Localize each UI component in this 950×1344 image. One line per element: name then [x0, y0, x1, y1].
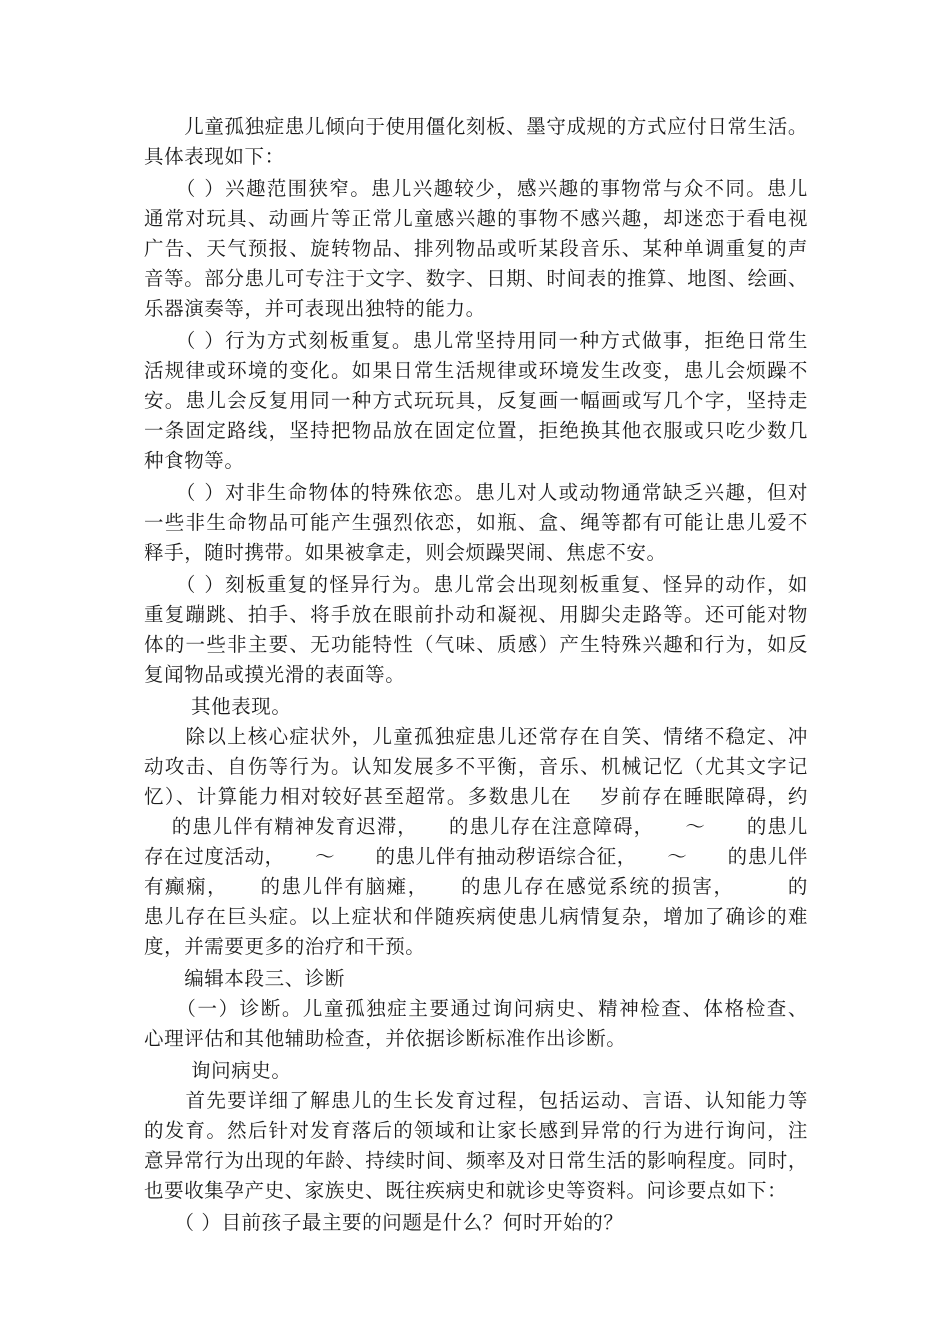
text-line: 首先要详细了解患儿的生长发育过程，包括运动、言语、认知能力等 — [144, 1089, 808, 1112]
text-line: 释手，随时携带。如果被拿走，则会烦躁哭闹、焦虑不安。 — [144, 541, 667, 564]
text-line: 通常对玩具、动画片等正常儿童感兴趣的事物不感兴趣，却迷恋于看电视 — [144, 207, 808, 230]
text-line: 存在过度活动， ～ 的患儿伴有抽动秽语综合征， ～ 的患儿伴 — [144, 845, 808, 868]
section-heading: 编辑本段三、诊断 — [144, 967, 346, 990]
text-line: 有癫痫， 的患儿伴有脑瘫， 的患儿存在感觉系统的损害， 的 — [144, 875, 808, 898]
text-line: 度，并需要更多的治疗和干预。 — [144, 935, 426, 958]
text-line: 儿童孤独症患儿倾向于使用僵化刻板、墨守成规的方式应付日常生活。 — [144, 115, 808, 138]
text-line: 一些非生命物品可能产生强烈依恋，如瓶、盒、绳等都有可能让患儿爱不 — [144, 511, 808, 534]
text-line: 种食物等。 — [144, 449, 245, 472]
text-line: 动攻击、自伤等行为。认知发展多不平衡，音乐、机械记忆（尤其文字记 — [144, 755, 808, 778]
text-line: 的患儿伴有精神发育迟滞， 的患儿存在注意障碍， ～ 的患儿 — [144, 815, 808, 838]
text-line: （ ）目前孩子最主要的问题是什么？何时开始的？ — [144, 1211, 624, 1234]
text-line: （ ）行为方式刻板重复。患儿常坚持用同一种方式做事，拒绝日常生 — [144, 329, 808, 352]
text-line: 音等。部分患儿可专注于文字、数字、日期、时间表的推算、地图、绘画、 — [144, 267, 808, 290]
text-line: 活规律或环境的变化。如果日常生活规律或环境发生改变，患儿会烦躁不 — [144, 359, 808, 382]
text-line: （ ）兴趣范围狭窄。患儿兴趣较少，感兴趣的事物常与众不同。患儿 — [144, 177, 808, 200]
text-line: 重复蹦跳、拍手、将手放在眼前扑动和凝视、用脚尖走路等。还可能对物 — [144, 603, 808, 626]
text-line: 除以上核心症状外，儿童孤独症患儿还常存在自笑、情绪不稳定、冲 — [144, 725, 808, 748]
text-line: 一条固定路线，坚持把物品放在固定位置，拒绝换其他衣服或只吃少数几 — [144, 419, 808, 442]
text-line: 具体表现如下： — [144, 145, 285, 168]
text-line: 体的一些非主要、无功能特性（气味、质感）产生特殊兴趣和行为，如反 — [144, 633, 808, 656]
text-line: 询问病史。 — [144, 1059, 292, 1082]
text-line: 意异常行为出现的年龄、持续时间、频率及对日常生活的影响程度。同时， — [144, 1149, 808, 1172]
text-line: （ ）刻板重复的怪异行为。患儿常会出现刻板重复、怪异的动作，如 — [144, 573, 808, 596]
text-line: 心理评估和其他辅助检查，并依据诊断标准作出诊断。 — [144, 1027, 627, 1050]
text-line: 广告、天气预报、旋转物品、排列物品或听某段音乐、某种单调重复的声 — [144, 237, 808, 260]
text-line: 其他表现。 — [144, 695, 292, 718]
text-line: 忆）、计算能力相对较好甚至超常。多数患儿在 岁前存在睡眠障碍，约 — [144, 785, 808, 808]
text-line: 复闻物品或摸光滑的表面等。 — [144, 663, 406, 686]
text-line: （一）诊断。儿童孤独症主要通过询问病史、精神检查、体格检查、 — [144, 997, 808, 1020]
text-line: （ ）对非生命物体的特殊依恋。患儿对人或动物通常缺乏兴趣，但对 — [144, 481, 808, 504]
text-line: 安。患儿会反复用同一种方式玩玩具，反复画一幅画或写几个字，坚持走 — [144, 389, 808, 412]
text-line: 乐器演奏等，并可表现出独特的能力。 — [144, 297, 486, 320]
text-line: 的发育。然后针对发育落后的领域和让家长感到异常的行为进行询问，注 — [144, 1119, 808, 1142]
text-line: 患儿存在巨头症。以上症状和伴随疾病使患儿病情复杂，增加了确诊的难 — [144, 905, 808, 928]
text-line: 也要收集孕产史、家族史、既往疾病史和就诊史等资料。问诊要点如下： — [144, 1179, 788, 1202]
